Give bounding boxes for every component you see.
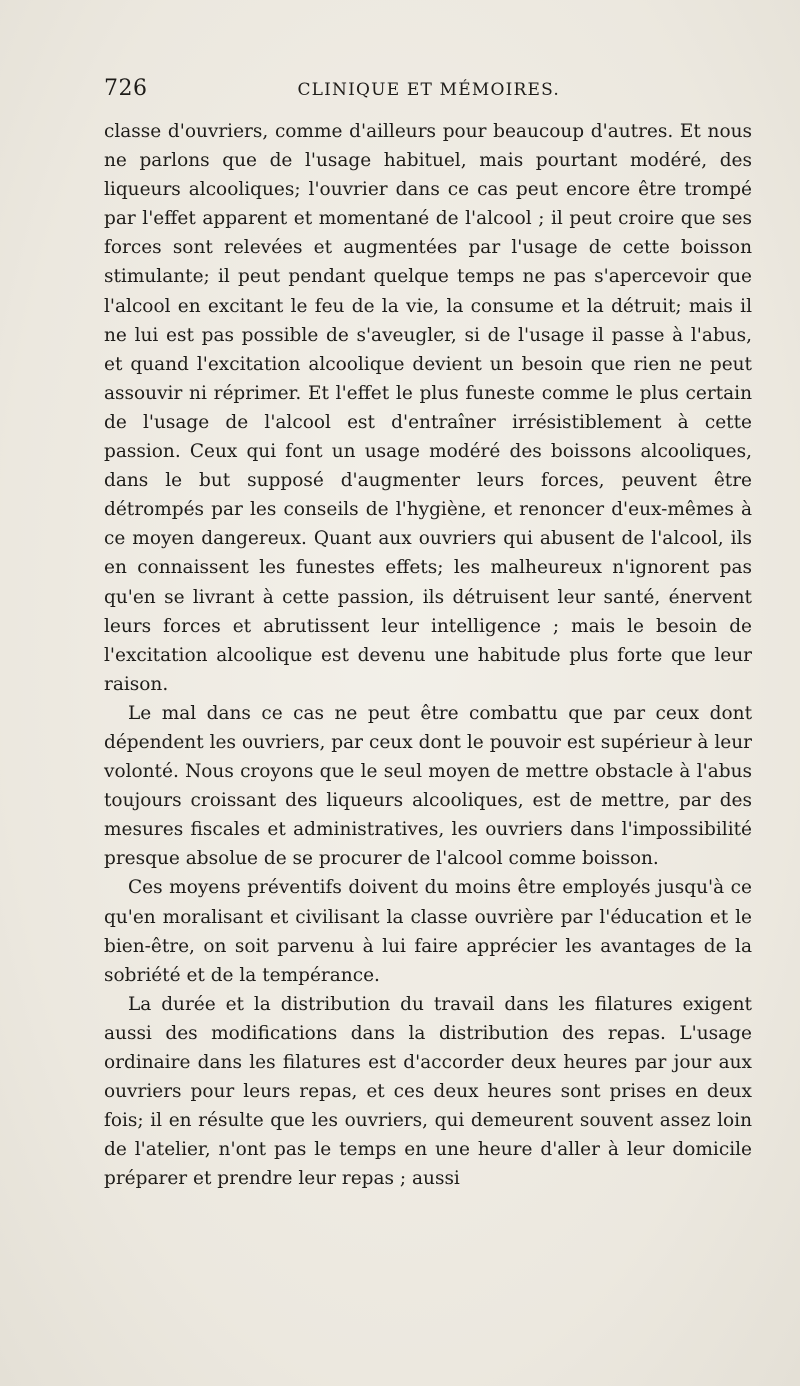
paragraph-2: Le mal dans ce cas ne peut être combattu que par ceux dont dépendent les ouvriers, par ceux dont le pouvoir est supérieur à leur volonté. Nous croyons que le seul moyen de mettre obstacle à l'abus toujours croissant des liqueurs alcooliques, est de mettre, par des mesures fiscales et administratives, les ouvriers dans l'impossibilité presque absolue de se procurer de l'alcool comme boisson. (104, 702, 752, 870)
body-text (104, 117, 752, 1193)
paragraph-3: Ces moyens préventifs doivent du moins être employés jusqu'à ce qu'en moralisant et civilisant la classe ouvrière par l'éducation et le bien-être, on soit parvenu à lui faire apprécier les avantages de la sobriété et de la tempérance. (104, 877, 752, 986)
paragraph-1: classe d'ouvriers, comme d'ailleurs pour beaucoup d'autres. Et nous ne parlons que de l'usage habituel, mais pourtant modéré, des liqueurs alcooliques; l'ouvrier dans ce cas peut encore être trompé par l'effet apparent et momentané de l'alcool ; il peut croire que ses forces sont relevées et augmentées par l'usage de cette boisson stimulante; il peut pendant quelque temps ne pas s'apercevoir que l'alcool en excitant le feu de la vie, la consume et la détruit; mais il ne lui est pas possible de s'aveugler, si de l'usage il passe à l'abus, et quand l'excitation alcoolique devient un besoin que rien ne peut assouvir ni réprimer. Et l'effet le plus funeste comme le plus certain de l'usage de l'alcool est d'entraîner irrésistiblement à cette passion. Ceux qui font un usage modéré des boissons alcooliques, dans le but supposé d'augmenter leurs forces, peuvent être détrompés par les conseils de l'hygiène, et renoncer d'eux-mêmes à ce moyen dangereux. Quant aux ouvriers qui abusent de l'alcool, ils en connaissent les funestes effets; les malheureux n'ignorent pas qu'en se livrant à cette passion, ils détruisent leur santé, énervent leurs forces et abrutissent leur intelligence ; mais le besoin de l'excitation alcoolique est devenu une habitude plus forte que leur raison. (104, 121, 752, 695)
page-number: 726 (104, 76, 148, 101)
running-title: CLINIQUE ET MÉMOIRES. (297, 80, 560, 100)
paragraph-4: La durée et la distribution du travail dans les filatures exigent aussi des modifications dans la distribution des repas. L'usage ordinaire dans les filatures est d'accorder deux heures par jour aux ouvriers pour leurs repas, et ces deux heures sont prises en deux fois; il en résulte que les ouvriers, qui demeurent souvent assez loin de l'atelier, n'ont pas le temps en une heure d'aller à leur domicile préparer et prendre leur repas ; aussi (104, 993, 752, 1190)
page-header (104, 76, 752, 110)
